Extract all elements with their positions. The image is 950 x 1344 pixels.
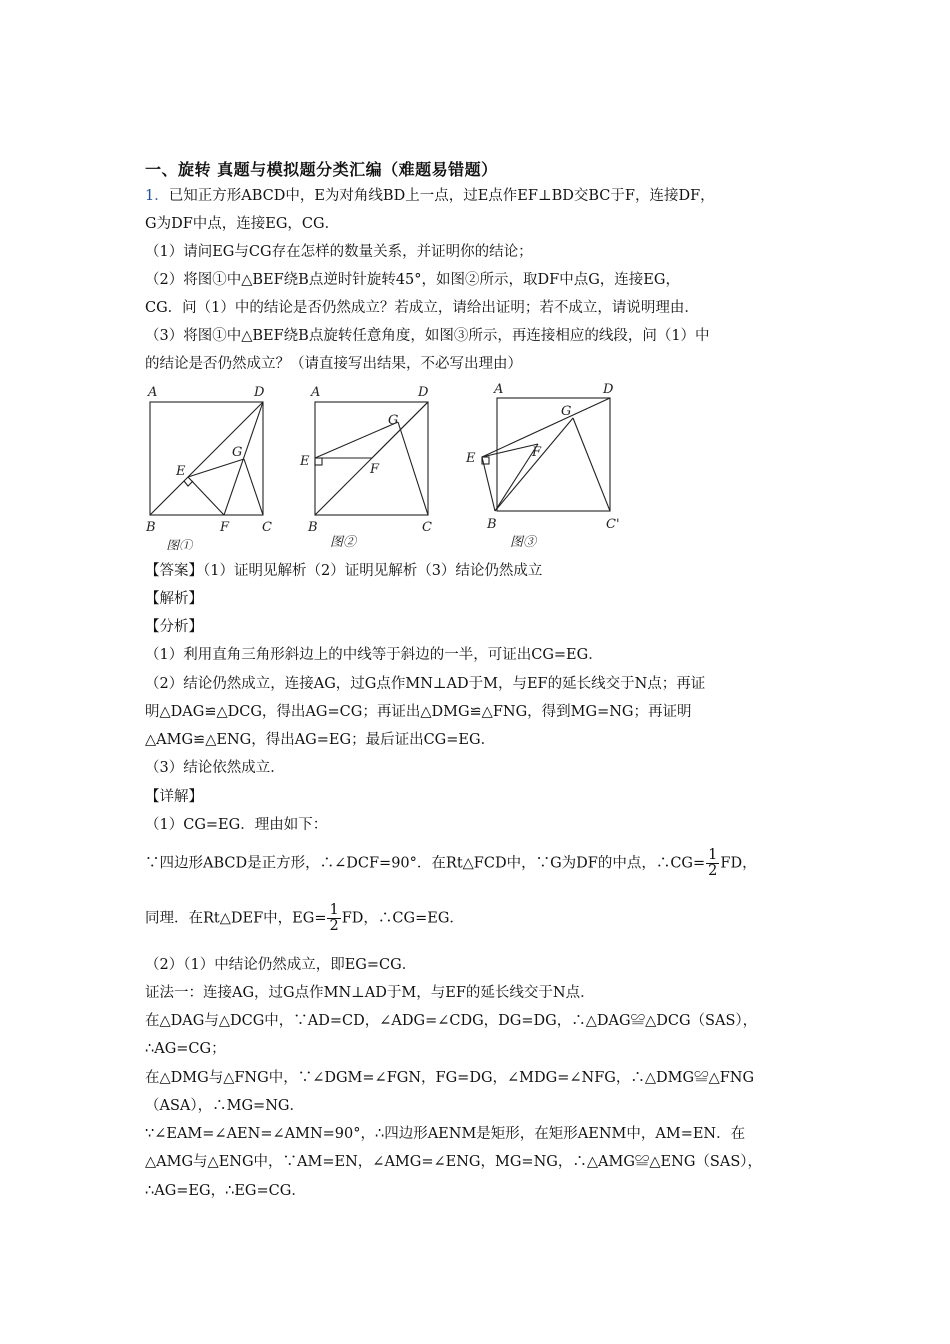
problem-line-1: 1．已知正方形ABCD中，E为对角线BD上一点，过E点作EF⊥BD交BC于F，连接DF， (145, 188, 715, 204)
figure-2 (299, 385, 432, 550)
label-g-3: G (561, 404, 572, 419)
label-c-2: C (422, 520, 432, 535)
figure-3 (465, 382, 620, 550)
question-number: 1． (145, 188, 169, 204)
label-e-2: E (300, 454, 310, 469)
fraction-half: $\frac{1}{2}$ (708, 847, 718, 879)
problem-line-5: CG．问（1）中的结论是否仍然成立？若成立，请给出证明；若不成立，请说明理由． (145, 300, 699, 316)
detail-line-5: 证法一：连接AG，过G点作MN⊥AD于M，与EF的延长线交于N点． (145, 985, 595, 1001)
label-e: E (176, 464, 186, 479)
figures-row (140, 380, 640, 550)
analysis-line-4: △AMG≌△ENG，得出AG=EG；最后证出CG=EG． (145, 732, 496, 748)
detail-line-7: ∴AG=CG； (145, 1041, 226, 1057)
problem-line-4: （2）将图①中△BEF绕B点逆时针旋转45°，如图②所示，取DF中点G，连接EG， (145, 272, 680, 288)
breakdown-heading: 【分析】 (145, 619, 203, 635)
caption-fig-1: 图① (166, 539, 193, 550)
label-e-3: E (466, 451, 476, 466)
fraction-half-2: $\frac{1}{2}$ (329, 902, 339, 934)
label-a: A (148, 385, 158, 400)
analysis-heading: 【解析】 (145, 591, 203, 607)
label-a-3: A (494, 382, 504, 397)
detail-line-8: 在△DMG与△FNG中，∵∠DGM=∠FGN，FG=DG，∠MDG=∠NFG，∴△DMG≌△FNG (145, 1070, 755, 1086)
problem-line-2: G为DF中点，连接EG，CG． (145, 216, 340, 232)
detail-line-10: ∵∠EAM=∠AEN=∠AMN=90°，∴四边形AENM是矩形，在矩形AENM中，AM=EN．在 (145, 1126, 746, 1142)
geometry-figures (140, 380, 640, 550)
label-f-3: F (532, 445, 542, 460)
label-b-2: B (308, 520, 318, 535)
detail-line-4: （2）（1）中结论仍然成立，即EG=CG． (145, 957, 417, 973)
caption-fig-3: 图③ (510, 535, 537, 550)
label-b: B (146, 520, 156, 535)
label-d: D (254, 385, 265, 400)
label-a-2: A (311, 385, 321, 400)
detail-line-9: （ASA），∴MG=NG． (145, 1098, 304, 1114)
detail-line-3: 同理．在Rt△DEF中，EG= $\frac{1}{2}$ FD，∴CG=EG． (145, 902, 464, 934)
detail-line-11: △AMG与△ENG中，∵AM=EN，∠AMG=∠ENG，MG=NG，∴△AMG≌△ENG（SAS）， (145, 1154, 762, 1170)
label-d-3: D (603, 382, 614, 397)
analysis-line-1: （1）利用直角三角形斜边上的中线等于斜边的一半，可证出CG=EG． (145, 647, 603, 663)
label-d-2: D (418, 385, 429, 400)
label-c-3: C' (606, 517, 620, 532)
problem-line-3: （1）请问EG与CG存在怎样的数量关系，并证明你的结论； (145, 244, 533, 260)
label-c: C (262, 520, 272, 535)
label-f: F (220, 520, 230, 535)
label-f-2: F (370, 462, 380, 477)
problem-line-6: （3）将图①中△BEF绕B点旋转任意角度，如图③所示，再连接相应的线段，问（1）中 (145, 328, 710, 344)
answer-line: 【答案】（1）证明见解析（2）证明见解析（3）结论仍然成立 (145, 563, 543, 579)
detail-line-1: （1）CG=EG．理由如下： (145, 817, 328, 833)
label-g-2: G (388, 413, 399, 428)
figure-1 (145, 385, 272, 550)
detail-line-12: ∴AG=EG，∴EG=CG． (145, 1183, 306, 1199)
label-b-3: B (487, 517, 497, 532)
section-title: 一、旋转 真题与模拟题分类汇编（难题易错题） (145, 160, 498, 179)
caption-fig-2: 图② (330, 535, 357, 550)
detail-line-2: ∵四边形ABCD是正方形，∴∠DCF=90°．在Rt△FCD中，∵G为DF的中点，∴CG= $\frac{1}{2}$ FD， (145, 847, 757, 879)
analysis-line-5: （3）结论依然成立． (145, 760, 285, 776)
analysis-line-2: （2）结论仍然成立，连接AG，过G点作MN⊥AD于M，与EF的延长线交于N点；再证 (145, 676, 706, 692)
analysis-line-3: 明△DAG≌△DCG，得出AG=CG；再证出△DMG≌△FNG，得到MG=NG；再证明 (145, 704, 692, 720)
label-g: G (232, 445, 243, 460)
detail-line-6: 在△DAG与△DCG中，∵AD=CD，∠ADG=∠CDG，DG=DG，∴△DAG≌△DCG（SAS）， (145, 1013, 758, 1029)
problem-line-7: 的结论是否仍然成立？（请直接写出结果，不必写出理由） (145, 356, 522, 372)
details-heading: 【详解】 (145, 789, 203, 805)
